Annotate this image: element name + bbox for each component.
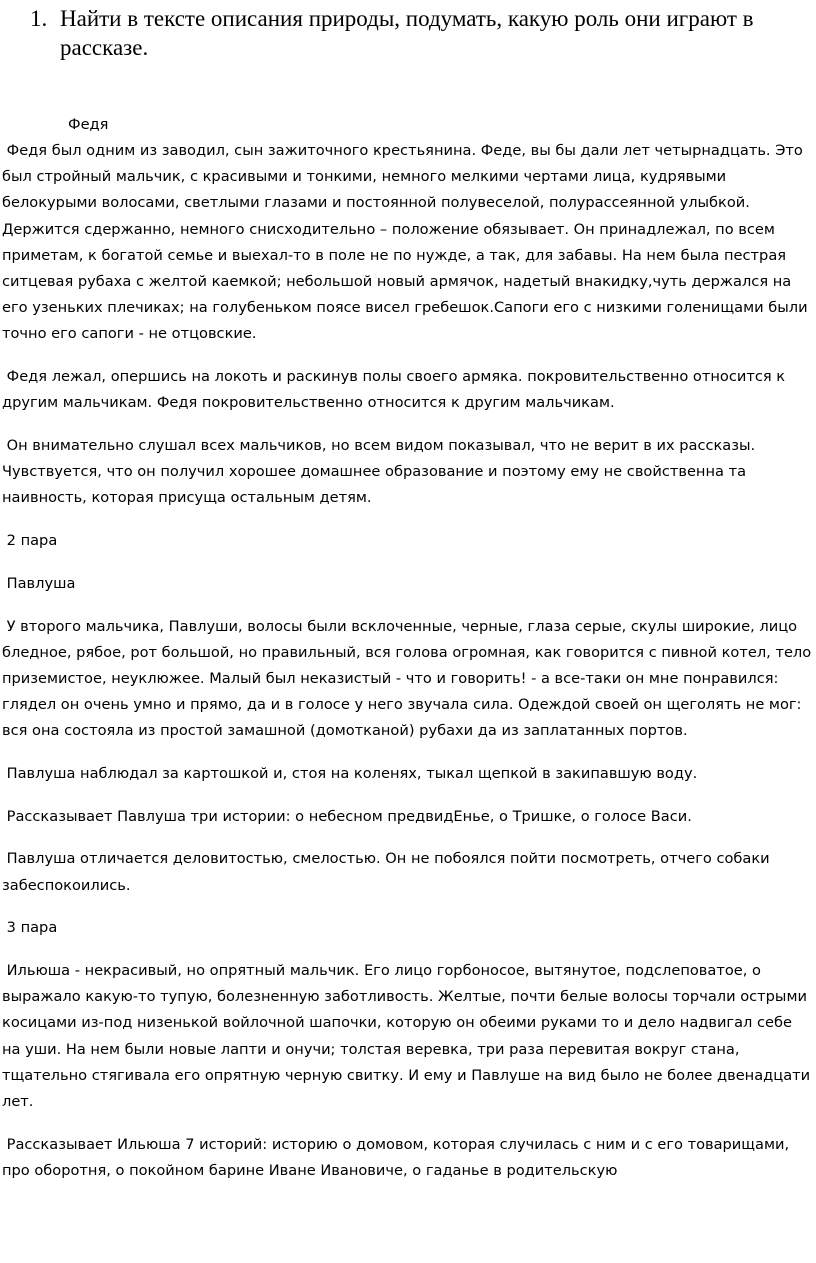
body-text	[2, 138, 814, 1201]
paragraph-pavlusha-description: У второго мальчика, Павлуши, волосы были всклоченные, черные, глаза серые, скулы широкие, лицо бледное, рябое, рот большой, но правильный, вся голова огромная, как говорится с пивной котел, тело приземистое, неуклюжее. Малый был неказистый - что и говорить! - а все-таки он мне понравился: глядел он очень умно и прямо, да и в голосе у него звучала сила. Одеждой своей он щеголять не мог: вся она состояла из простой замашной (домотканой) рубахи да из заплатанных портов.	[2, 617, 816, 740]
paragraph-fedya-attitude: Он внимательно слушал всех мальчиков, но всем видом показывал, что не верит в их рассказы. Чувствуется, что он получил хорошее домашнее образование и поэтому ему не свойственна та наивность, которая присуща остальным детям.	[2, 437, 760, 507]
paragraph-pavlusha-action: Павлуша наблюдал за картошкой и, стоя на коленях, тыкал щепкой в закипавшую воду.	[2, 765, 698, 783]
paragraph-pavlusha-stories: Рассказывает Павлуша три истории: о небесном предвидЕнье, о Тришке, о голосе Васи.	[2, 807, 692, 825]
task-item	[30, 4, 816, 62]
section-heading-pair-3: 3 пара	[2, 919, 58, 937]
task-text: Найти в тексте описания природы, подумать, какую роль они играют в рассказе.	[60, 6, 754, 60]
paragraph-fedya-description: Федя был одним из заводил, сын зажиточного крестьянина. Феде, вы бы дали лет четырнадцать. Это был стройный мальчик, с красивыми и тонкими, немного мелкими чертами лица, кудрявыми белокурыми волосами, светлыми глазами и постоянной полувеселой, полурассеянной улыбкой. Держится сдержанно, немного снисходительно – положение обязывает. Он принадлежал, по всем приметам, к богатой семье и выехал-то в поле не по нужде, а так, для забавы. На нем была пестрая ситцевая рубаха с желтой каемкой; небольшой новый армячок, надетый внакидку,чуть держался на его узеньких плечиках; на голубеньком поясе висел гребешок.Сапоги его с низкими голенищами были точно его сапоги - не отцовские.	[2, 142, 813, 343]
task-number: 1.	[30, 6, 48, 31]
section-heading-pavlusha: Павлуша	[2, 574, 76, 592]
paragraph-ilyusha-stories: Рассказывает Ильюша 7 историй: историю о домовом, которая случилась с ним и с его товарищами, про оборотня, о покойном барине Иване Ивановиче, о гаданье в родительскую	[2, 1135, 794, 1179]
paragraph-pavlusha-traits: Павлуша отличается деловитостью, смелостью. Он не побоялся пойти посмотреть, отчего собаки забеспокоились.	[2, 850, 775, 894]
section-heading-fedya: Федя	[68, 116, 109, 133]
paragraph-fedya-pose: Федя лежал, опершись на локоть и раскинув полы своего армяка. покровительственно относится к другим мальчикам. Федя покровительственно относится к другим мальчикам.	[2, 368, 790, 412]
section-heading-pair-2: 2 пара	[2, 532, 58, 550]
paragraph-ilyusha-description: Ильюша - некрасивый, но опрятный мальчик. Его лицо горбоносое, вытянутое, подслеповатое, о выражало какую-то тупую, болезненную заботливость. Желтые, почти белые волосы торчали острыми косицами из-под низенькой войлочной шапочки, которую он обеими руками то и дело надвигал себе на уши. На нем были новые лапти и онучи; толстая веревка, три раза перевитая вокруг стана, тщательно стягивала его опрятную черную свитку. И ему и Павлуше на вид было не более двенадцати лет.	[2, 962, 815, 1111]
